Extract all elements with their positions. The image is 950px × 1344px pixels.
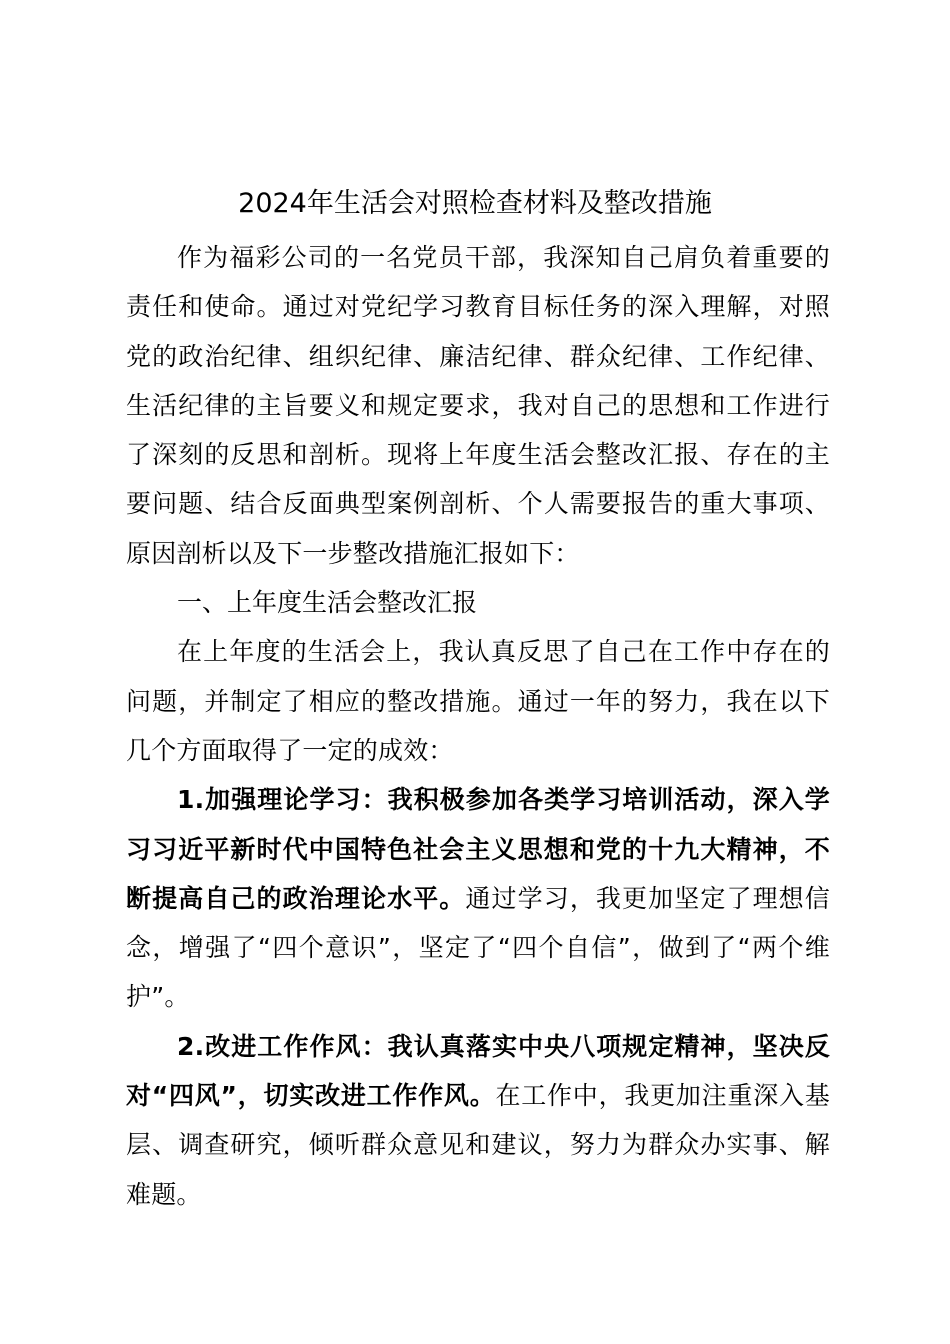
section-heading-1: 一、上年度生活会整改汇报 [177,588,478,618]
intro-paragraph: 作为福彩公司的一名党员干部，我深知自己肩负着重要的责任和使命。通过对党纪学习教育目标任务的深入理解，对照党的政治纪律、组织纪律、廉洁纪律、群众纪律、工作纪律、生活纪律的主旨要义和规定要求，我对自己的思想和工作进行了深刻的反思和剖析。现将上年度生活会整改汇报、存在的主要问题、结合反面典型案例剖析、个人需要报告的重大事项、原因剖析以及下一步整改措施汇报如下： [126,243,830,568]
document-body [126,233,830,1219]
item-2-body: 在工作中，我更加注重深入基层、调查研究，倾听群众意见和建议，努力为群众办实事、解难题。 [126,1081,830,1209]
item-2-lead: 2.改进工作作风：我认真落实中央八项规定精神，坚决反对“四风”，切实改进工作作风。 [126,1031,830,1111]
item-1-body: 通过学习，我更加坚定了理想信念，增强了“四个意识”，坚定了“四个自信”，做到了“两个维护”。 [126,883,830,1012]
item-1-paragraph [126,775,830,1021]
item-2-paragraph [126,1022,830,1219]
section-1-intro-paragraph: 在上年度的生活会上，我认真反思了自己在工作中存在的问题，并制定了相应的整改措施。通过一年的努力，我在以下几个方面取得了一定的成效： [126,637,830,765]
item-1-lead: 1.加强理论学习：我积极参加各类学习培训活动，深入学习习近平新时代中国特色社会主义思想和党的十九大精神，不断提高自己的政治理论水平。 [126,785,830,913]
document-title: 2024年生活会对照检查材料及整改措施 [238,188,712,219]
